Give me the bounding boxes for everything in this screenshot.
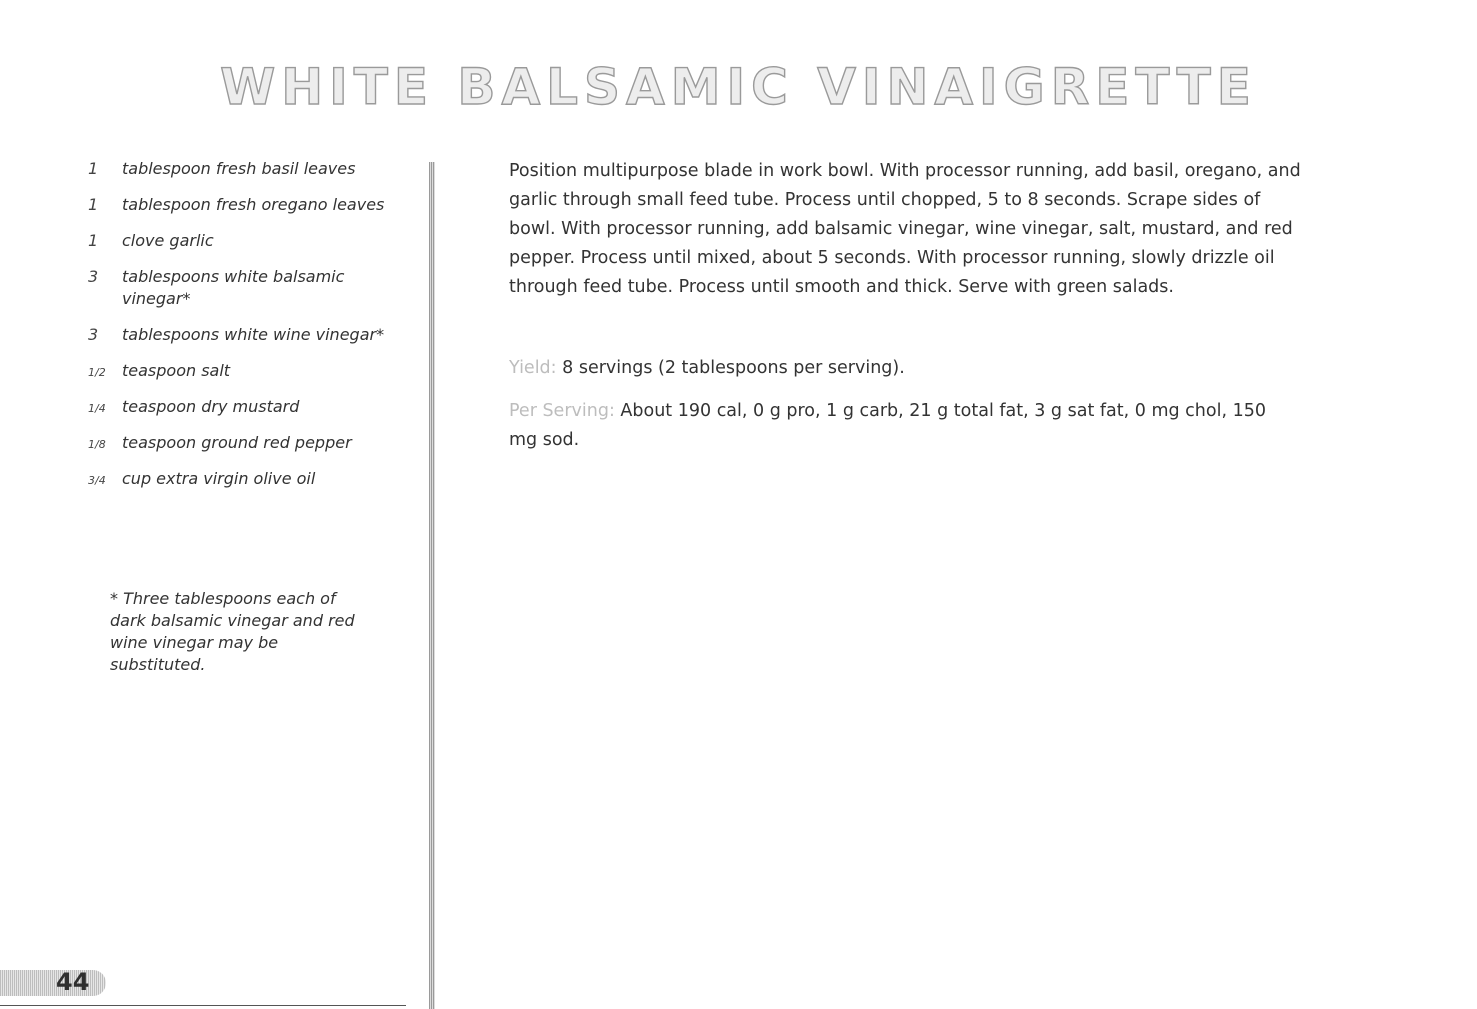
ingredient-item [88,158,388,180]
page-number-tab [0,970,106,996]
ingredient-item [88,324,388,346]
ingredient-text: teaspoon salt [122,361,231,380]
ingredient-qty: 1 [88,195,99,214]
ingredient-item [88,432,388,454]
ingredient-qty: 3 [88,267,99,286]
ingredient-item [88,360,388,382]
ingredient-text: teaspoon dry mustard [122,397,300,416]
ingredient-qty: 1 [88,231,99,250]
recipe-title: WHITE BALSAMIC VINAIGRETTE [220,58,1257,116]
yield-label: Yield: [509,358,557,378]
ingredient-item [88,468,388,490]
ingredient-qty: 3 [88,325,99,344]
ingredient-text: cup extra virgin olive oil [122,469,316,488]
per-serving-value: About 190 cal, 0 g pro, 1 g carb, 21 g total fat, 3 g sat fat, 0 mg chol, 150 mg sod. [509,401,1266,450]
ingredient-text: tablespoon fresh basil leaves [122,159,356,178]
ingredient-item [88,194,388,216]
ingredient-item [88,266,388,310]
ingredient-qty: 1/2 [88,366,106,379]
bottom-rule [0,1005,406,1006]
yield-line [509,354,1309,383]
page-number: 44 [56,968,90,996]
ingredient-list [88,158,388,504]
ingredient-qty: 1/4 [88,402,106,415]
directions: Position multipurpose blade in work bowl. With processor running, add basil, oregano, and garlic through small feed tube. Process until chopped, 5 to 8 seconds. Scrape sides of bowl. With processor running, add balsamic vinegar, wine vinegar, salt, mustard, and red pepper. Process until mixed, about 5 seconds. With processor running, slowly drizzle oil through feed tube. Process until smooth and thick. Serve with green salads. [509,161,1301,297]
ingredient-text: tablespoon fresh oregano leaves [122,195,385,214]
ingredient-qty: 1 [88,159,99,178]
nutrition-line [509,397,1269,455]
ingredient-qty: 1/8 [88,438,106,451]
yield-value: 8 servings (2 tablespoons per serving). [562,358,905,378]
ingredient-text: tablespoons white balsamic vinegar* [122,267,345,308]
ingredient-text: tablespoons white wine vinegar* [122,325,385,344]
ingredient-text: teaspoon ground red pepper [122,433,352,452]
column-divider [429,162,435,1009]
ingredient-text: clove garlic [122,231,214,250]
ingredient-item [88,396,388,418]
ingredient-item [88,230,388,252]
ingredient-qty: 3/4 [88,474,106,487]
footnote: * Three tablespoons each of dark balsamic vinegar and red wine vinegar may be substituted. [110,589,355,674]
per-serving-label: Per Serving: [509,401,615,421]
